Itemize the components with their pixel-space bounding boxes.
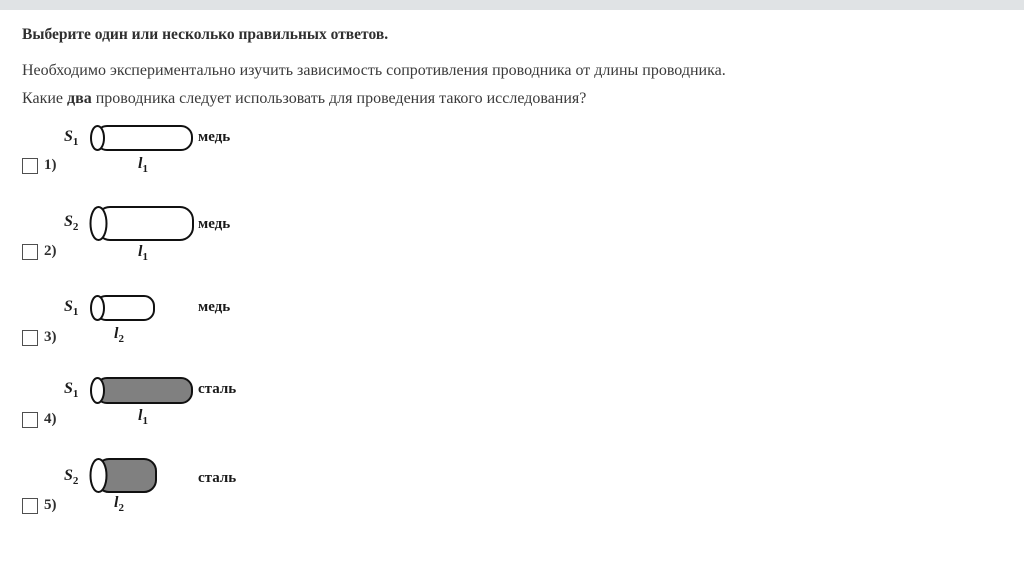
question-text-line2	[22, 90, 586, 108]
option-3-material-label: медь	[198, 299, 231, 315]
option-1-area-label: $S_1$	[64, 128, 79, 149]
question-text-line2-after: проводника следует использовать для проведения такого исследования?	[95, 90, 587, 107]
option-5-conductor-figure	[88, 457, 158, 494]
top-bar	[0, 0, 1024, 10]
option-4-number: 4)	[44, 411, 57, 427]
option-4-conductor-figure	[88, 376, 194, 405]
option-5-checkbox[interactable]	[22, 498, 38, 514]
question-text-line2-before: Какие	[22, 90, 63, 107]
option-1-number: 1)	[44, 157, 57, 173]
option-2-conductor-figure	[88, 205, 195, 242]
option-1-material-label: медь	[198, 129, 231, 145]
option-4-area-label: $S_1$	[64, 380, 79, 401]
option-3-conductor-figure	[88, 294, 156, 322]
option-3-area-label: $S_1$	[64, 298, 79, 319]
option-5-length-label: $l_2$	[114, 494, 124, 515]
option-2-material-label: медь	[198, 216, 231, 232]
option-2-length-label: $l_1$	[138, 243, 148, 264]
option-1-conductor-figure	[88, 124, 194, 152]
option-2-number: 2)	[44, 243, 57, 259]
option-3-number: 3)	[44, 329, 57, 345]
option-3-length-label: $l_2$	[114, 325, 124, 346]
option-1-checkbox[interactable]	[22, 158, 38, 174]
option-1-length-label: $l_1$	[138, 155, 148, 176]
question-text-line1: Необходимо экспериментально изучить зависимость сопротивления проводника от длины проводника.	[22, 62, 726, 79]
option-5-material-label: сталь	[198, 470, 237, 486]
option-2-checkbox[interactable]	[22, 244, 38, 260]
option-4-checkbox[interactable]	[22, 412, 38, 428]
question-text-line2-emphasis: два	[67, 90, 92, 107]
option-4-length-label: $l_1$	[138, 407, 148, 428]
option-5-area-label: $S_2$	[64, 467, 79, 488]
option-4-material-label: сталь	[198, 381, 237, 397]
question-instruction: Выберите один или несколько правильных ответов.	[22, 26, 389, 43]
option-3-checkbox[interactable]	[22, 330, 38, 346]
option-5-number: 5)	[44, 497, 57, 513]
option-2-area-label: $S_2$	[64, 213, 79, 234]
